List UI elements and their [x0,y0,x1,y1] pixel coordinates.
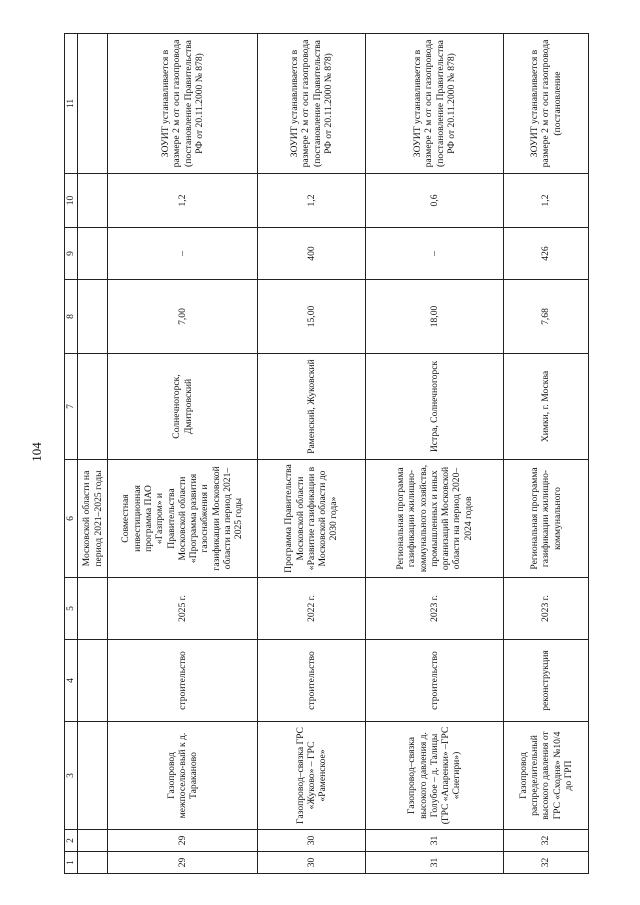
length: 7,00 [108,280,258,354]
year: 2025 г. [108,578,258,640]
cell [78,34,108,174]
program: Региональная программа газификации жилищно-коммунального хозяйства, промышленных и иных организаций Московской области на период 2020–2024 годов [366,460,504,578]
row-number-2: 31 [366,830,504,852]
rotated-table-container [64,34,584,874]
location: Истра, Солнечногорск [366,354,504,460]
page-number: 104 [29,442,44,462]
work-type: строительство [258,640,366,722]
col-num-9: 9 [65,228,78,280]
row-number-2: 32 [504,830,589,852]
col-num-10: 10 [65,174,78,228]
table-row [258,34,366,874]
location: Раменский, Жуковский [258,354,366,460]
location: Солнечногорск, Дмитровский [108,354,258,460]
cell [78,852,108,874]
pressure: 1,2 [108,174,258,228]
table-row [504,34,589,874]
length: 7,68 [504,280,589,354]
capacity: – [366,228,504,280]
object-name: Газопровод распределительный высокого давления от ГРС «Сходня» №10/4 до ГРП [504,722,589,830]
cell [78,174,108,228]
row-number: 31 [366,852,504,874]
work-type: реконструкция [504,640,589,722]
continuation-row [78,34,108,874]
col-num-8: 8 [65,280,78,354]
cell [78,280,108,354]
cell [78,830,108,852]
program: Программа Правительства Московской области «Развитие газификации в Московской области до 2030 года» [258,460,366,578]
col-num-2: 2 [65,830,78,852]
col-num-4: 4 [65,640,78,722]
col-num-11: 11 [65,34,78,174]
table-row [108,34,258,874]
col-num-6: 6 [65,460,78,578]
protection-zone: ЗОУИТ устанавливается в размере 2 м от оси газопровода (постановление Правительства РФ от 20.11.2000 № 878) [108,34,258,174]
col-num-3: 3 [65,722,78,830]
column-number-row [65,34,78,874]
row-number: 30 [258,852,366,874]
pressure: 1,2 [504,174,589,228]
year: 2022 г. [258,578,366,640]
program: Совместная инвестиционная программа ПАО «Газпром» и Правительства Московской области «Программа развития газоснабжения и газификации Московской области на период 2021–2025 годы [108,460,258,578]
object-name: Газопровод–связка ГРС «Жуково» – ГРС «Раменское» [258,722,366,830]
pressure: 1,2 [258,174,366,228]
cell [78,228,108,280]
table-stage [64,34,584,874]
cell [78,578,108,640]
year: 2023 г. [504,578,589,640]
protection-zone: ЗОУИТ устанавливается в размере 2 м от оси газопровода (постановление Правительства РФ от 20.11.2000 № 878) [258,34,366,174]
year: 2023 г. [366,578,504,640]
infrastructure-table [64,33,589,874]
object-name: Газопровод межпоселко-вый к д. Тараканово [108,722,258,830]
location: Химки, г. Москва [504,354,589,460]
row-number-2: 30 [258,830,366,852]
row-number: 32 [504,852,589,874]
capacity: 400 [258,228,366,280]
col-num-1: 1 [65,852,78,874]
protection-zone: ЗОУИТ устанавливается в размере 2 м от оси газопровода (постановление Правительства РФ от 20.11.2000 № 878) [366,34,504,174]
cell [78,722,108,830]
length: 18,00 [366,280,504,354]
table-row [366,34,504,874]
pressure: 0,6 [366,174,504,228]
cell [78,640,108,722]
work-type: строительство [366,640,504,722]
object-name: Газопровод–связка высокого давления д. Голубое – д. Талицы (ГРС «Апаренки» –ГРС «Снегири») [366,722,504,830]
protection-zone: ЗОУИТ устанавливается в размере 2 м от оси газопровода (постановление [504,34,589,174]
length: 15,00 [258,280,366,354]
work-type: строительство [108,640,258,722]
col-num-7: 7 [65,354,78,460]
capacity: 426 [504,228,589,280]
row-number: 29 [108,852,258,874]
row-number-2: 29 [108,830,258,852]
cell [78,354,108,460]
capacity: – [108,228,258,280]
col-num-5: 5 [65,578,78,640]
program-continuation-cell: Московской области на период 2021–2025 годы [78,460,108,578]
program: Региональная программа газификации жилищно-коммунального [504,460,589,578]
